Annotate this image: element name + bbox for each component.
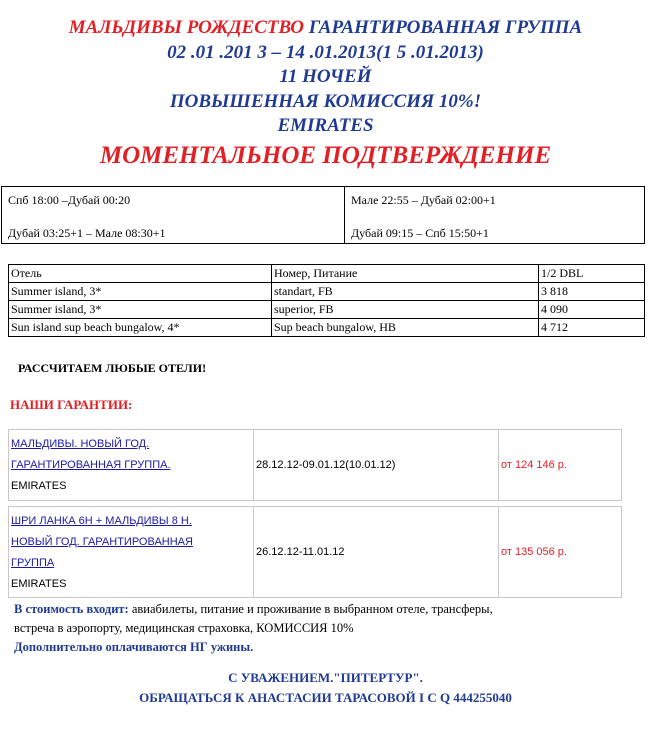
instant-confirm: МОМЕНТАЛЬНОЕ ПОДТВЕРЖДЕНИЕ <box>99 141 552 169</box>
tour-dates: 02 .01 .201 3 – 14 .01.2013(1 5 .01.2013) <box>167 41 484 63</box>
hotel-price: 4 090 <box>539 301 645 319</box>
outbound-flights <box>2 187 345 244</box>
header-room: Номер, Питание <box>272 265 539 283</box>
hotels-table <box>8 264 645 337</box>
outbound-flight-2: Дубай 03:25+1 – Мале 08:30+1 <box>8 226 166 240</box>
hotel-price: 3 818 <box>539 283 645 301</box>
offer-link-line[interactable]: НОВЫЙ ГОД. ГАРАНТИРОВАННАЯ <box>11 535 193 548</box>
includes-text-1: авиабилеты, питание и проживание в выбранном отеле, трансферы, <box>128 602 493 616</box>
hotel-name: Sun island sup beach bungalow, 4* <box>9 319 272 337</box>
header-hotel: Отель <box>9 265 272 283</box>
table-header-row <box>9 265 645 283</box>
regards-text: С УВАЖЕНИЕМ."ПИТЕРТУР". <box>228 670 423 685</box>
table-row <box>9 319 645 337</box>
offer-row <box>9 507 622 598</box>
offer-link-line[interactable]: ГРУППА <box>11 556 55 569</box>
offer-link-line[interactable]: ШРИ ЛАНКА 6Н + МАЛЬДИВЫ 8 Н. <box>11 514 192 527</box>
offer-dates: 26.12.12-11.01.12 <box>254 507 499 598</box>
extra-payment: Дополнительно оплачиваются НГ ужины. <box>14 640 254 654</box>
offer-title-cell <box>9 430 254 501</box>
offer-airline: EMIRATES <box>11 577 67 590</box>
includes-label: В стоимость входит: <box>14 602 129 616</box>
tour-nights: 11 НОЧЕЙ <box>279 66 372 87</box>
includes-text-2: встреча в аэропорту, медицинская страховка, КОМИССИЯ 10% <box>14 621 354 635</box>
offer-table-1 <box>8 429 622 501</box>
flights-table <box>1 186 645 244</box>
offer-price: от 135 056 р. <box>499 507 622 598</box>
commission-text: ПОВЫШЕННАЯ КОМИССИЯ 10%! <box>169 90 482 112</box>
room-type: Sup beach bungalow, HB <box>272 319 539 337</box>
table-row <box>9 283 645 301</box>
return-flight-1: Мале 22:55 – Дубай 02:00+1 <box>351 193 496 207</box>
contact-text: ОБРАЩАТЬСЯ К АНАСТАСИИ ТАРАСОВОЙ I C Q 444255040 <box>139 690 512 705</box>
hotel-name: Summer island, 3* <box>9 283 272 301</box>
outbound-flight-1: Спб 18:00 –Дубай 00:20 <box>8 193 131 207</box>
footer <box>0 668 651 708</box>
room-type: superior, FB <box>272 301 539 319</box>
title-line <box>0 16 651 41</box>
offer-airline: EMIRATES <box>11 480 67 492</box>
includes-line-1 <box>14 600 651 619</box>
table-row <box>9 301 645 319</box>
offer-link-line[interactable]: МАЛЬДИВЫ. НОВЫЙ ГОД. <box>11 438 150 450</box>
return-flight-2: Дубай 09:15 – Спб 15:50+1 <box>351 226 489 240</box>
title-blue: ГАРАНТИРОВАННАЯ ГРУППА <box>304 17 583 38</box>
offer-link-line[interactable]: ГАРАНТИРОВАННАЯ ГРУППА. <box>11 459 171 471</box>
title-red: МАЛЬДИВЫ РОЖДЕСТВО <box>68 17 304 38</box>
room-type: standart, FB <box>272 283 539 301</box>
guarantees-title: НАШИ ГАРАНТИИ: <box>10 397 133 412</box>
hotel-price: 4 712 <box>539 319 645 337</box>
offer-title-cell <box>9 507 254 598</box>
includes-block <box>14 600 651 657</box>
airline-text: EMIRATES <box>277 115 374 136</box>
offer-row <box>9 430 622 501</box>
header <box>0 16 651 173</box>
offer-table-2 <box>8 506 622 598</box>
offer-dates: 28.12.12-09.01.12(10.01.12) <box>254 430 499 501</box>
offer-price: от 124 146 р. <box>499 430 622 501</box>
header-price: 1/2 DBL <box>539 265 645 283</box>
calc-any-hotels: РАССЧИТАЕМ ЛЮБЫЕ ОТЕЛИ! <box>18 361 207 375</box>
return-flights <box>345 187 645 244</box>
hotel-name: Summer island, 3* <box>9 301 272 319</box>
